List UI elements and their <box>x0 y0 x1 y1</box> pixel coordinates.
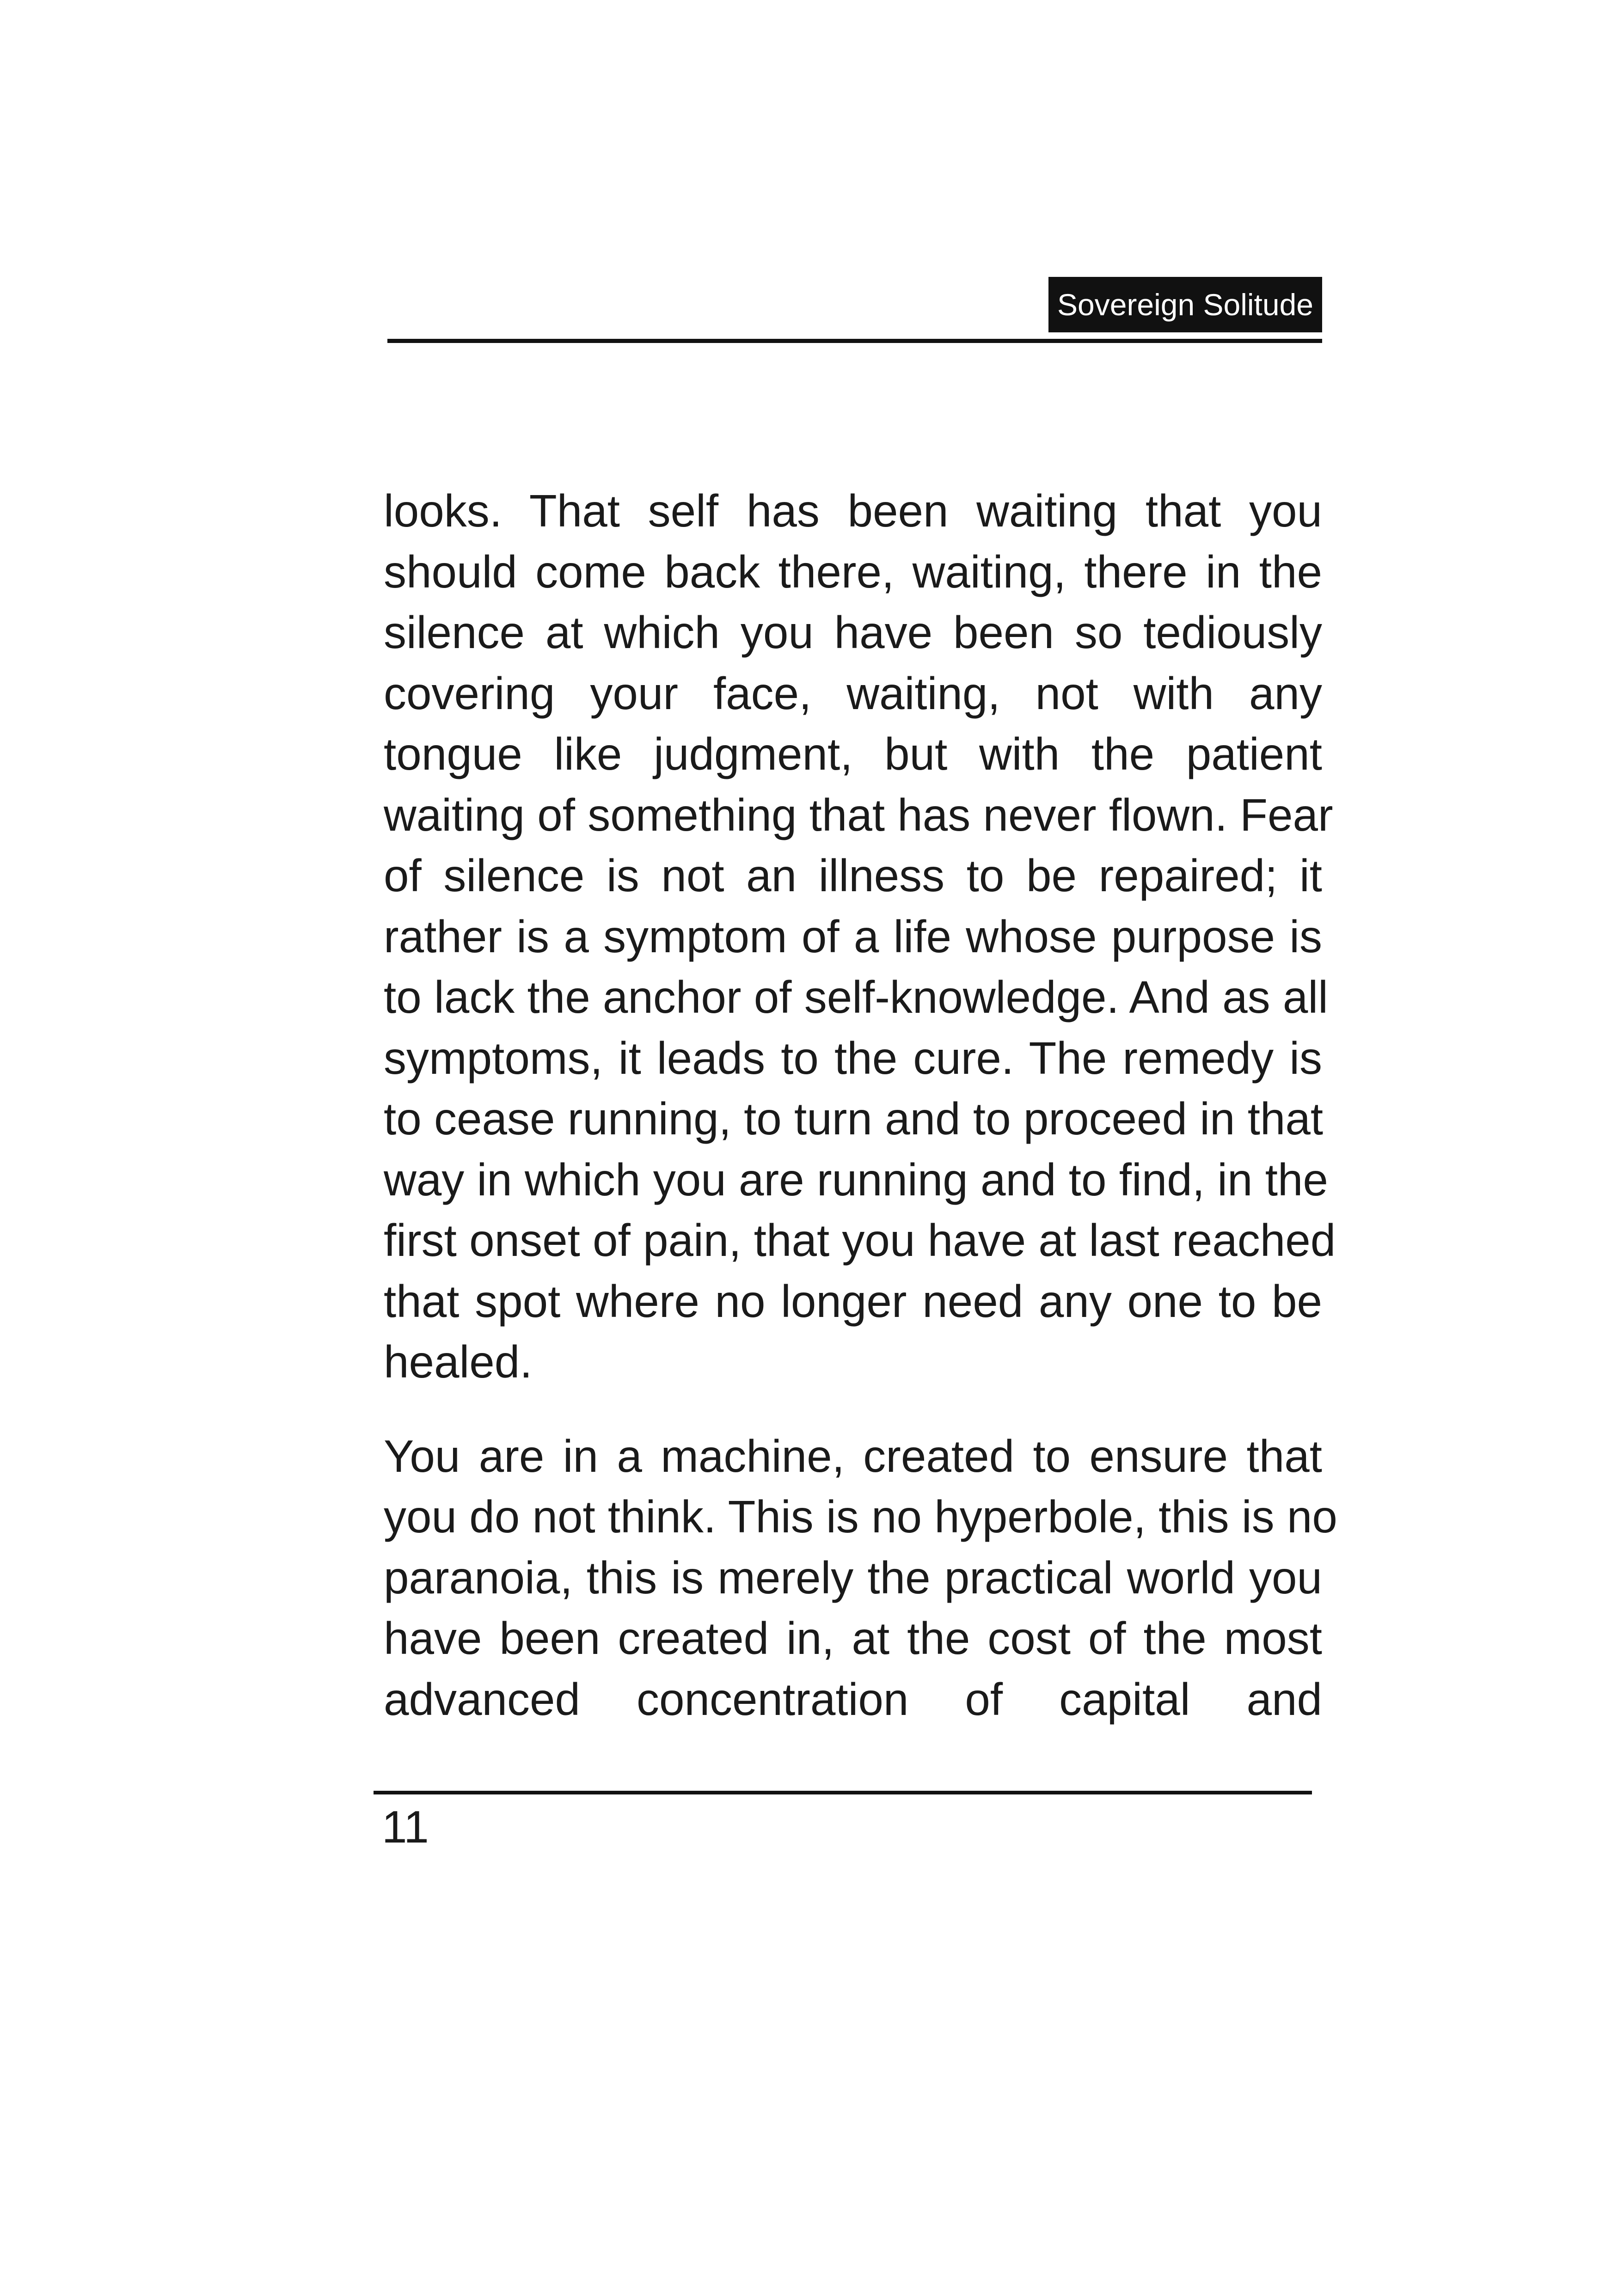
text-line: rather is a symptom of a life whose purpose is <box>384 911 1322 962</box>
text-line: silence at which you have been so tediously <box>384 607 1322 658</box>
text-line: have been created in, at the cost of the most <box>384 1613 1322 1664</box>
text-line: healed. <box>384 1336 533 1387</box>
text-line: advanced concentration of capital and <box>384 1673 1322 1725</box>
text-line: tongue like judgment, but with the patient <box>384 729 1322 779</box>
text-line: looks. That self has been waiting that you <box>384 485 1322 536</box>
page-number: 11 <box>382 1801 429 1852</box>
running-head-title: Sovereign Solitude <box>1048 277 1322 332</box>
footer-rule <box>374 1791 1312 1794</box>
text-line: You are in a machine, created to ensure that <box>384 1430 1322 1482</box>
text-line: waiting of something that has never flown. Fear <box>384 789 1333 840</box>
text-line: symptoms, it leads to the cure. The remedy is <box>384 1032 1322 1084</box>
text-line: covering your face, waiting, not with any <box>384 667 1322 719</box>
text-line: to lack the anchor of self-knowledge. And as all <box>384 972 1328 1022</box>
paragraph-1 <box>384 481 1336 1393</box>
text-line: paranoia, this is merely the practical world you <box>384 1552 1322 1603</box>
text-line: way in which you are running and to find, in the <box>384 1154 1328 1205</box>
body-text <box>384 481 1337 1730</box>
text-line: of silence is not an illness to be repaired; it <box>384 850 1322 901</box>
paragraph-spacer <box>384 1393 1322 1426</box>
text-line: should come back there, waiting, there in the <box>384 546 1322 597</box>
header-rule <box>387 339 1322 343</box>
text-line: first onset of pain, that you have at last reached <box>384 1215 1336 1266</box>
text-line: to cease running, to turn and to proceed in that <box>384 1093 1324 1144</box>
paragraph-2 <box>384 1426 1337 1730</box>
text-line: that spot where no longer need any one to be <box>384 1275 1322 1327</box>
text-line: you do not think. This is no hyperbole, this is no <box>384 1491 1337 1542</box>
